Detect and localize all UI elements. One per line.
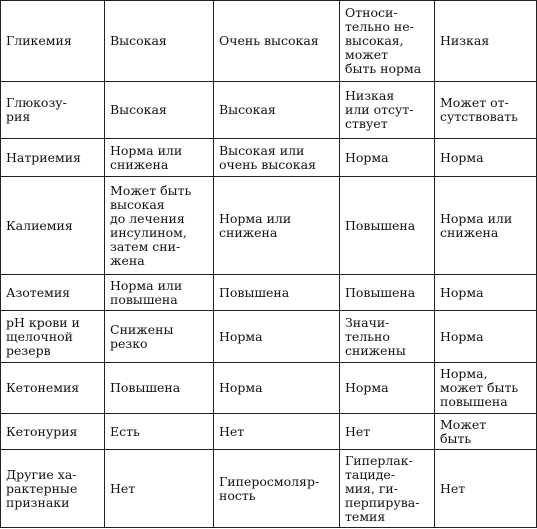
table-cell: Низкая: [435, 1, 537, 82]
table-cell: Другие ха- рактерные признаки: [1, 450, 105, 528]
table-cell: Гликемия: [1, 1, 105, 82]
table-cell: Нет: [340, 414, 435, 450]
table-cell: Азотемия: [1, 275, 105, 311]
table-cell: Норма, может быть повышена: [435, 363, 537, 414]
table-cell: Норма или снижена: [214, 177, 340, 275]
table-cell: Высокая: [105, 82, 214, 139]
table-cell: Норма или повышена: [105, 275, 214, 311]
table-cell: Высокая или очень высокая: [214, 139, 340, 177]
table-cell: Норма: [435, 139, 537, 177]
table-cell: Калиемия: [1, 177, 105, 275]
table-cell: Может от- сутствовать: [435, 82, 537, 139]
table-cell: Повышена: [340, 275, 435, 311]
table-cell: Повышена: [340, 177, 435, 275]
table-cell: Нет: [105, 450, 214, 528]
table-row-kalemia: [1, 177, 537, 275]
table-row-natremia: [1, 139, 537, 177]
table-row-azotemia: [1, 275, 537, 311]
table-cell: pH крови и щелочной резерв: [1, 311, 105, 363]
table-cell: Норма: [340, 139, 435, 177]
table-cell: Норма: [214, 311, 340, 363]
table-cell: Очень высокая: [214, 1, 340, 82]
table-cell: Нет: [435, 450, 537, 528]
table-cell: Есть: [105, 414, 214, 450]
table-cell: Значи- тельно снижены: [340, 311, 435, 363]
table-cell: Повышена: [214, 275, 340, 311]
table-row-ph: [1, 311, 537, 363]
table-cell: Норма или снижена: [435, 177, 537, 275]
table-cell: Высокая: [105, 1, 214, 82]
table-cell: Натриемия: [1, 139, 105, 177]
table-cell: Может быть: [435, 414, 537, 450]
table-cell: Норма: [340, 363, 435, 414]
table-row-other-signs: [1, 450, 537, 528]
table-cell: Снижены резко: [105, 311, 214, 363]
table-cell: Высокая: [214, 82, 340, 139]
table-row-glucosuria: [1, 82, 537, 139]
table-cell: Повышена: [105, 363, 214, 414]
table-row-ketonuria: [1, 414, 537, 450]
table-cell: Глюкозу- рия: [1, 82, 105, 139]
table-row-ketonemia: [1, 363, 537, 414]
table-cell: Кетонемия: [1, 363, 105, 414]
table-cell: Норма или снижена: [105, 139, 214, 177]
table-cell: Кетонурия: [1, 414, 105, 450]
table-cell: Может быть высокая до лечения инсулином, затем сни- жена: [105, 177, 214, 275]
table-cell: Норма: [214, 363, 340, 414]
table-cell: Гиперосмоляр- ность: [214, 450, 340, 528]
table-cell: Относи- тельно не- высокая, может быть норма: [340, 1, 435, 82]
table-cell: Гиперлак- тациде- мия, ги- перпирува- темия: [340, 450, 435, 528]
table-cell: Низкая или отсут- ствует: [340, 82, 435, 139]
table-cell: Норма: [435, 311, 537, 363]
table-row-glycemia: [1, 1, 537, 82]
table-cell: Нет: [214, 414, 340, 450]
table-cell: Норма: [435, 275, 537, 311]
